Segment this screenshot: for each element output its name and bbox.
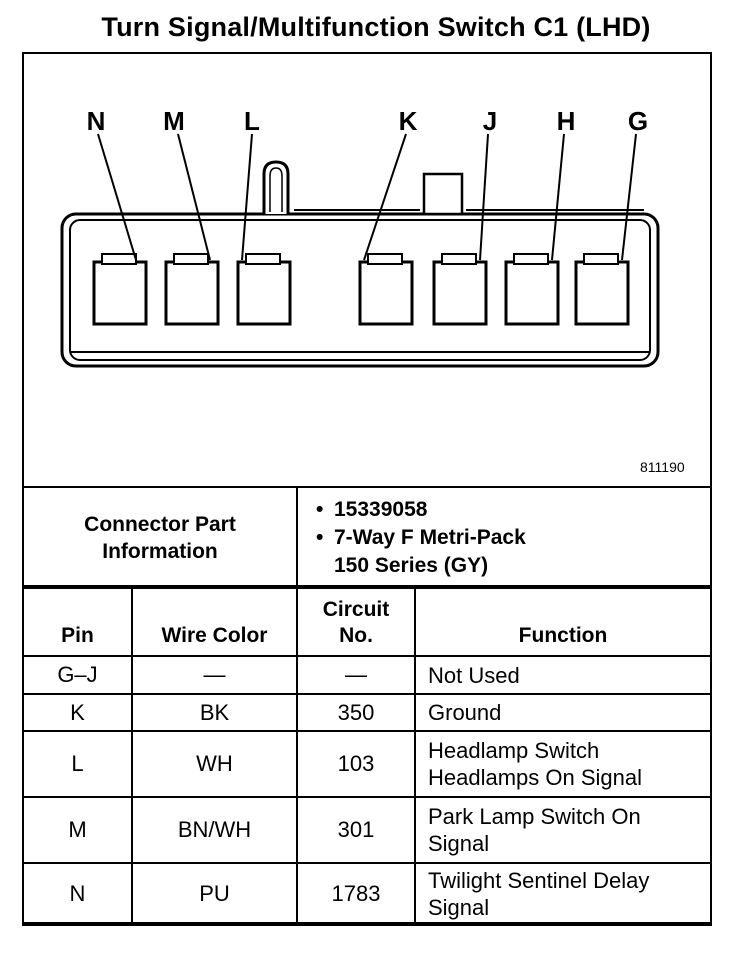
cavity-g [576, 254, 628, 324]
pin-label-g: G [627, 106, 649, 136]
pin-label-m: M [163, 106, 185, 136]
pin-table [22, 585, 712, 926]
pin-label-n: N [86, 106, 106, 136]
connector-type: • 7-Way F Metri-Pack [316, 525, 526, 549]
leader-h [552, 134, 564, 260]
header-wire-color: Wire Color [132, 586, 297, 656]
leader-j [480, 134, 488, 260]
connector-diagram [24, 54, 710, 486]
pin-label-h: H [556, 106, 576, 136]
connector-part-number: • 15339058 [316, 497, 428, 521]
leader-l [242, 134, 252, 260]
pin-label-k: K [398, 106, 418, 136]
header-pin: Pin [23, 586, 132, 656]
leader-n [98, 134, 136, 260]
cavity-h [506, 254, 558, 324]
cavity-l [238, 254, 290, 324]
table-row: M BN/WH 301 Park Lamp Switch On Signal [23, 797, 711, 863]
center-key [424, 174, 462, 214]
cavity-m [166, 254, 218, 324]
pin-label-j: J [482, 106, 498, 136]
pin-label-l: L [244, 106, 260, 136]
connector-info-label: Connector Part Information [23, 487, 297, 588]
cavity-j [434, 254, 486, 324]
table-row: K BK 350 Ground [23, 694, 711, 731]
header-circuit: Circuit No. [297, 586, 415, 656]
cavity-k [360, 254, 412, 324]
table-row: N PU 1783 Twilight Sentinel Delay Signal [23, 863, 711, 925]
table-row: L WH 103 Headlamp Switch Headlamps On Signal [23, 731, 711, 797]
leader-m [178, 134, 210, 260]
header-function: Function [415, 586, 711, 656]
locking-tab [264, 162, 288, 214]
connector-series: 150 Series (GY) [334, 553, 489, 577]
leader-k [364, 134, 406, 260]
connector-info-table [22, 486, 712, 589]
leader-g [622, 134, 636, 260]
figure-number: 811190 [640, 459, 685, 475]
table-row: G–J — — Not Used [23, 656, 711, 694]
pin-table-header [23, 586, 711, 656]
cavity-n [94, 254, 146, 324]
diagram-title: Turn Signal/Multifunction Switch C1 (LHD) [101, 12, 651, 42]
connector-info-details [297, 487, 711, 588]
